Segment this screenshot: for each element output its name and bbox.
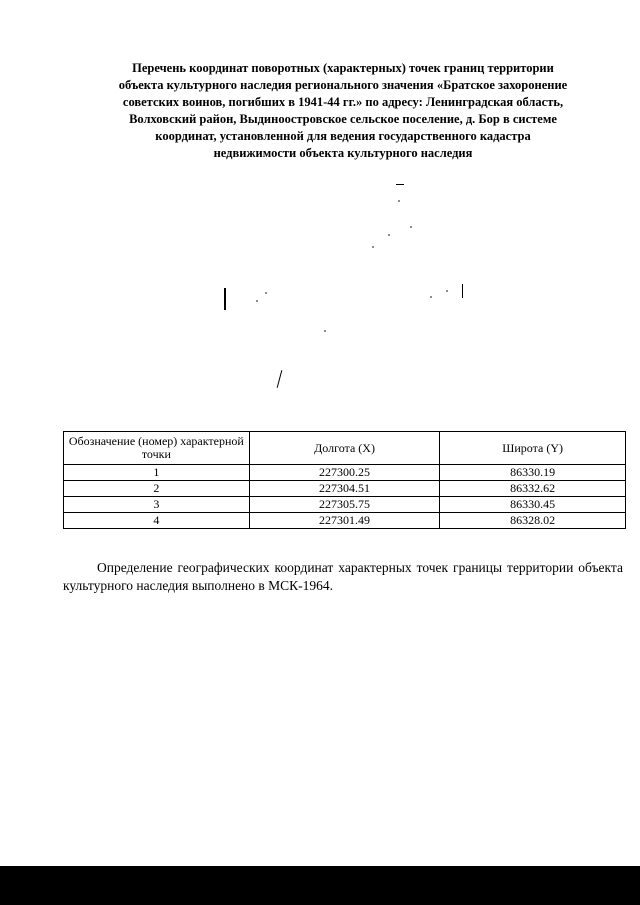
point-number: 4: [64, 513, 250, 529]
scan-mark: [224, 288, 226, 310]
scan-speck: [256, 300, 258, 302]
scan-mark: [462, 284, 463, 298]
document-title: [60, 60, 626, 162]
scan-speck: [398, 200, 400, 202]
title-line: Волховский район, Выдиноостровское сельское поселение, д. Бор в системе: [129, 112, 557, 126]
column-header-longitude: Долгота (X): [249, 432, 440, 465]
coordinates-table: [63, 431, 626, 529]
scan-mark: [396, 184, 404, 185]
column-header-point: Обозначение (номер) характерной точки: [64, 432, 250, 465]
longitude-value: 227305.75: [249, 497, 440, 513]
scan-speck: [324, 330, 326, 332]
scan-bottom-border: [0, 866, 640, 905]
table-row: [64, 513, 626, 529]
scan-speck: [410, 226, 412, 228]
longitude-value: 227304.51: [249, 481, 440, 497]
point-number: 1: [64, 465, 250, 481]
title-line: координат, установленной для ведения государственного кадастра: [155, 129, 531, 143]
table-row: [64, 497, 626, 513]
table-row: [64, 481, 626, 497]
title-line: объекта культурного наследия регионального значения «Братское захоронение: [118, 78, 568, 92]
scan-speck: [430, 296, 432, 298]
latitude-value: 86330.19: [440, 465, 626, 481]
latitude-value: 86328.02: [440, 513, 626, 529]
scan-speck: [388, 234, 390, 236]
scan-speck: [265, 292, 267, 294]
title-line: недвижимости объекта культурного наследия: [213, 146, 473, 160]
table-header-row: [64, 432, 626, 465]
longitude-value: 227301.49: [249, 513, 440, 529]
latitude-value: 86332.62: [440, 481, 626, 497]
latitude-value: 86330.45: [440, 497, 626, 513]
scan-speck: [372, 246, 374, 248]
title-line: советских воинов, погибших в 1941-44 гг.» по адресу: Ленинградская область,: [122, 95, 564, 109]
coordinate-system-note: Определение географических координат характерных точек границы территории объекта культурного наследия выполнено в МСК-1964.: [63, 559, 623, 593]
point-number: 3: [64, 497, 250, 513]
scan-speck: [446, 290, 448, 292]
longitude-value: 227300.25: [249, 465, 440, 481]
scan-mark: [277, 370, 283, 388]
column-header-latitude: Широта (Y): [440, 432, 626, 465]
point-number: 2: [64, 481, 250, 497]
title-line: Перечень координат поворотных (характерных) точек границ территории: [132, 61, 554, 75]
table-row: [64, 465, 626, 481]
